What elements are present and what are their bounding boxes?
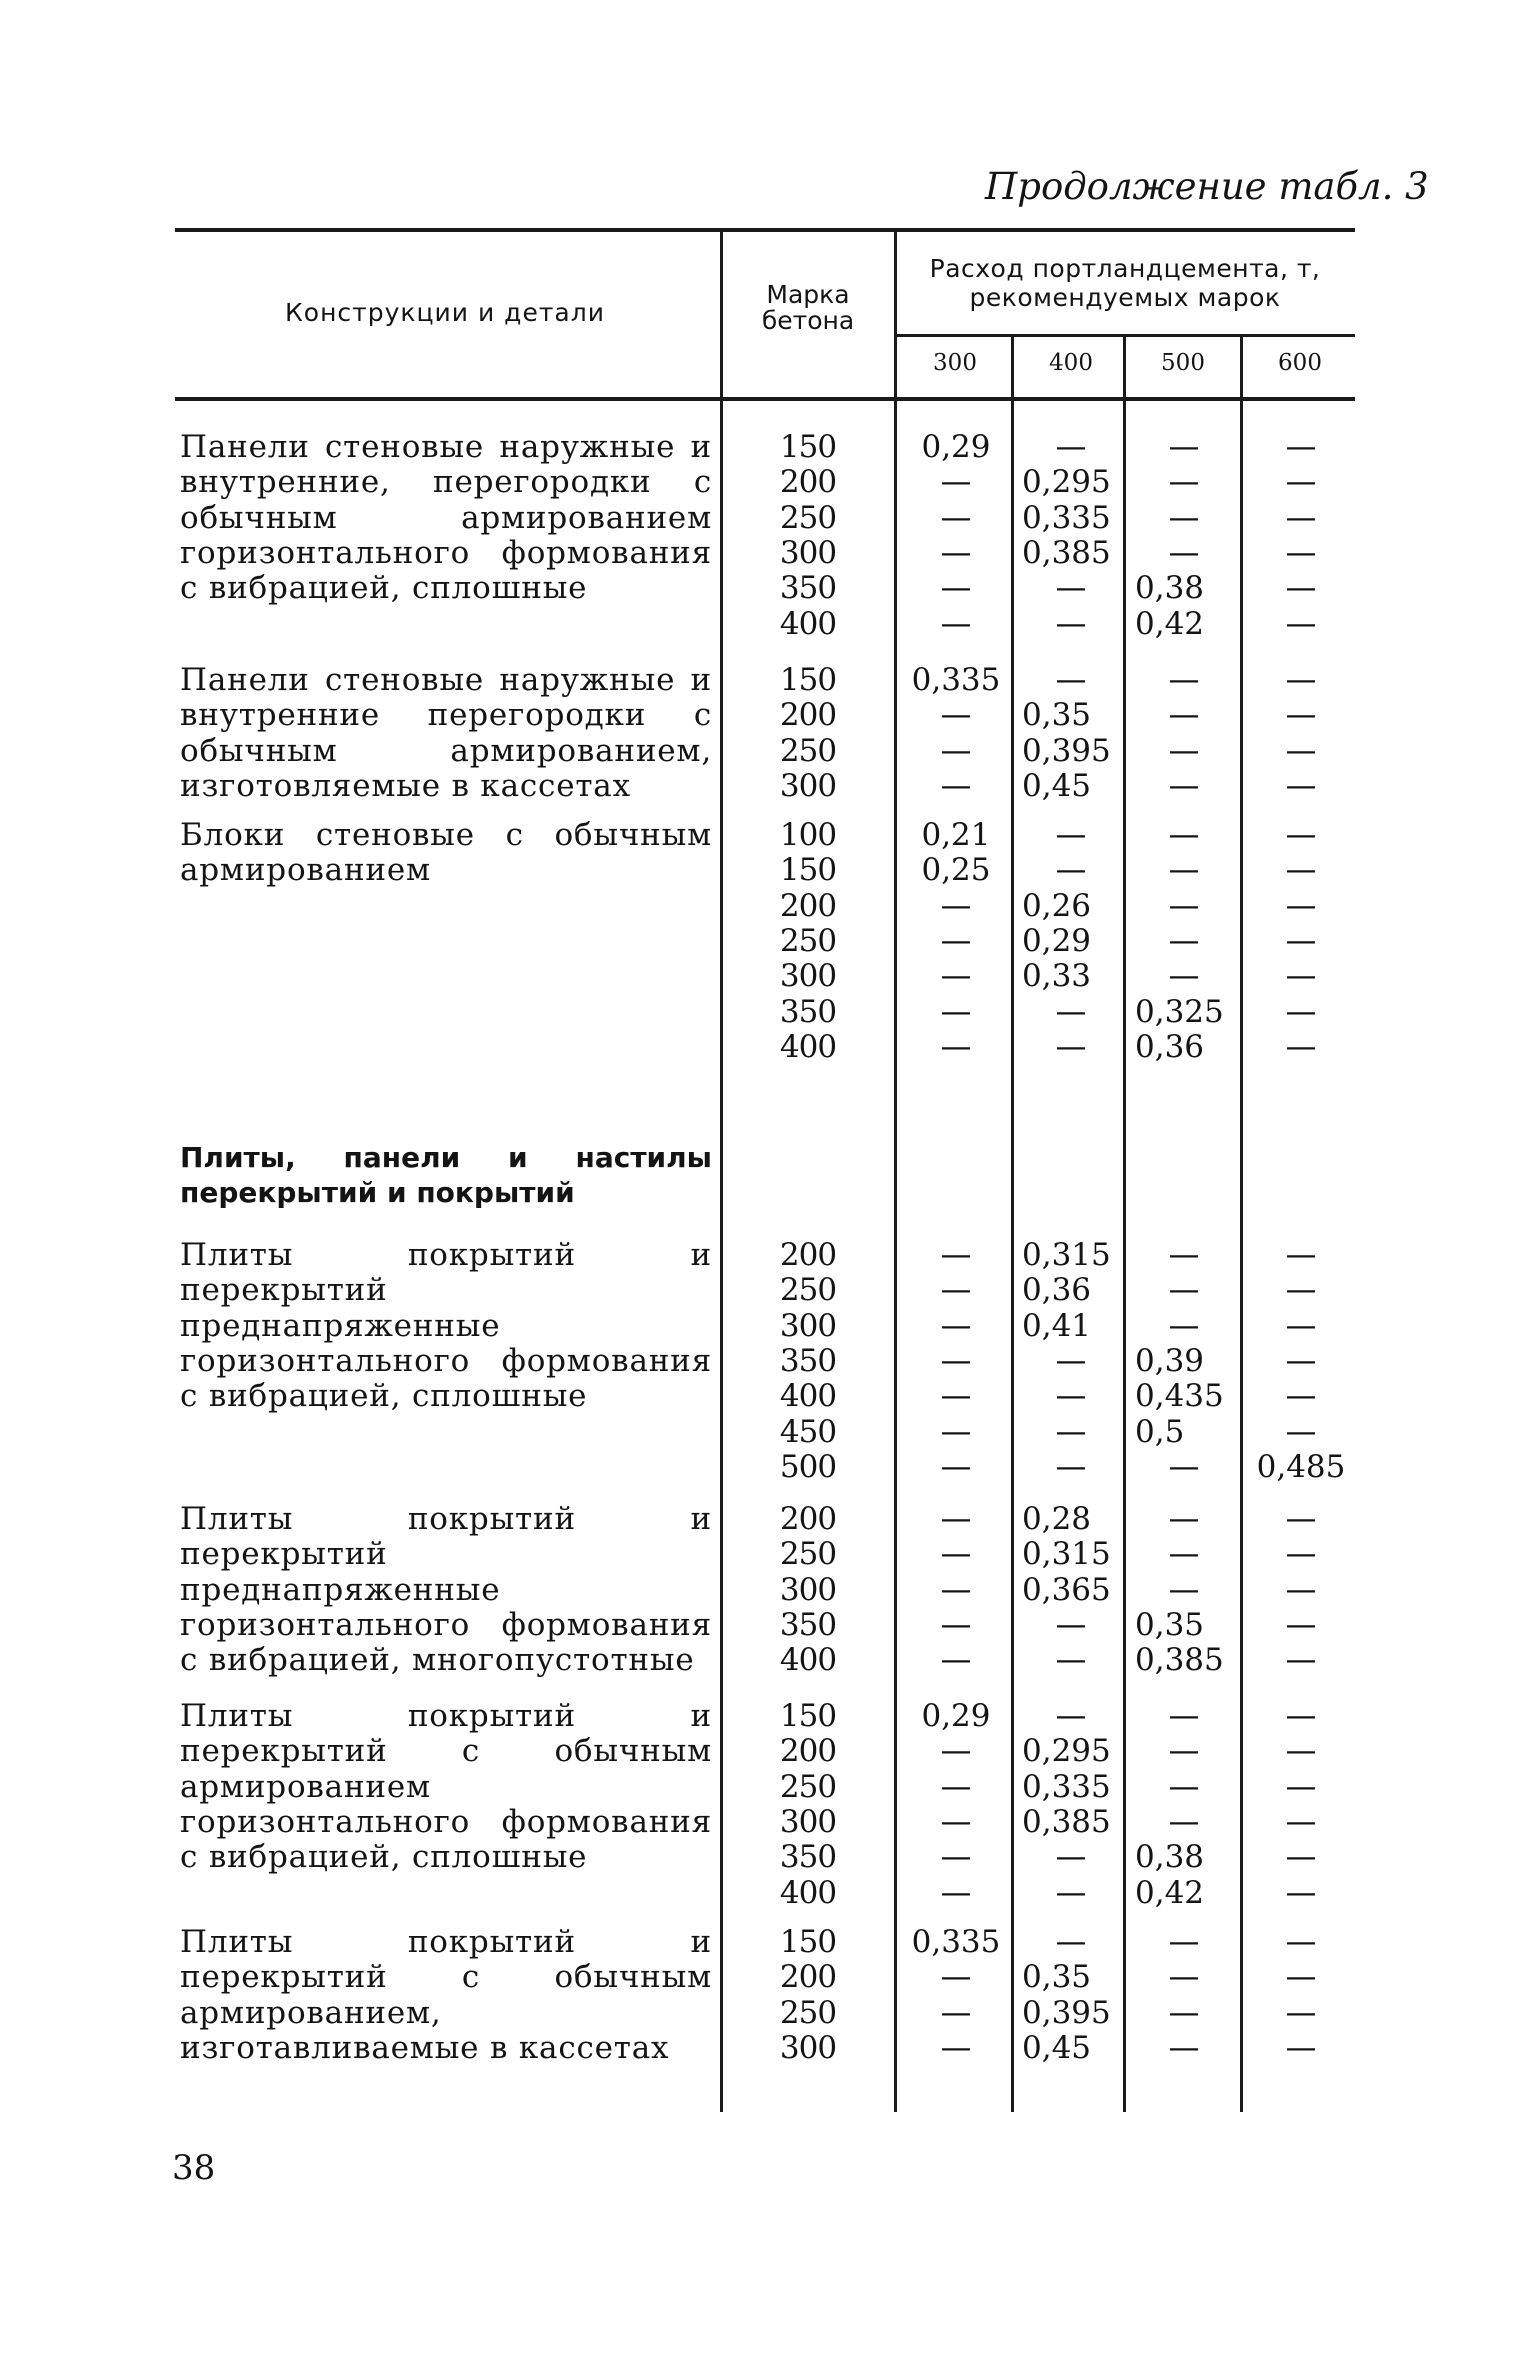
cement-400-cell: — [1055,1342,1087,1379]
concrete-grade-cell: 350 [779,1606,837,1643]
cement-300-cell: — [940,1606,972,1643]
cement-400-cell: — [1055,1413,1087,1450]
cement-500-cell: — [1168,2029,1200,2066]
cement-300-cell: — [940,732,972,769]
concrete-grade-cell: 250 [779,1768,837,1805]
cement-400-cell: 0,385 [1022,534,1111,571]
concrete-grade-cell: 400 [779,1378,837,1415]
cement-600-cell: — [1285,1413,1317,1450]
group-description: Панели стеновые наружные и внутренние перегородки с обычным армированием, изготовляемые в кассетах [180,662,712,804]
header-grade-300: 300 [933,350,977,376]
cement-300-cell: — [940,1501,972,1537]
cement-300-cell: — [940,1803,972,1840]
cement-500-cell: — [1168,958,1200,995]
cement-300-cell: — [940,922,972,959]
concrete-grade-cell: 500 [779,1448,837,1485]
cement-500-cell: 0,435 [1135,1378,1224,1415]
cement-400-cell: 0,29 [1022,922,1092,959]
cement-600-cell: — [1285,1839,1317,1876]
concrete-grade-cell: 200 [779,464,837,501]
cement-600-cell: — [1285,570,1317,607]
cement-400-cell: — [1055,429,1087,465]
cement-600-cell: — [1285,464,1317,501]
cement-600-cell: — [1285,1378,1317,1415]
cement-600-cell: — [1285,1733,1317,1770]
cement-600-cell: — [1285,429,1317,465]
cement-600-cell: — [1285,1959,1317,1996]
cement-400-cell: 0,45 [1022,767,1092,804]
cement-600-cell: — [1285,534,1317,571]
cement-300-cell: — [940,1839,972,1876]
cement-600-cell: — [1285,1571,1317,1608]
cement-400-cell: 0,335 [1022,499,1111,536]
concrete-grade-cell: 300 [779,1803,837,1840]
section-heading: Плиты, панели и настилы перекрытий и покрытий [180,1141,712,1210]
concrete-grade-cell: 350 [779,1342,837,1379]
cement-400-cell: — [1055,1028,1087,1065]
cement-400-cell: — [1055,1378,1087,1415]
group-description: Панели стеновые наружные и внутренние, перегородки с обычным армированием горизонтального формования с вибрацией, сплошные [180,429,712,607]
cement-600-cell: — [1285,1698,1317,1734]
cement-300-cell: — [940,1307,972,1344]
cement-300-cell: 0,25 [921,852,991,889]
cement-300-cell: — [940,1571,972,1608]
concrete-grade-cell: 200 [779,1237,837,1273]
concrete-grade-cell: 200 [779,697,837,734]
cement-400-cell: 0,315 [1022,1536,1111,1573]
header-concrete-grade: Марка бетона [761,280,855,335]
cement-300-cell: 0,29 [921,1698,991,1734]
cement-500-cell: — [1168,1924,1200,1960]
cement-400-cell: — [1055,1839,1087,1876]
cement-400-cell: 0,33 [1022,958,1092,995]
cement-600-cell: — [1285,1028,1317,1065]
cement-500-cell: — [1168,887,1200,924]
cement-300-cell: — [940,2029,972,2066]
header-cement-consumption: Расход портландцемента, т, рекомендуемых марок [929,254,1321,312]
cement-400-cell: — [1055,605,1087,642]
cement-600-cell: — [1285,1307,1317,1344]
concrete-grade-cell: 150 [779,662,837,698]
cement-400-cell: — [1055,1606,1087,1643]
cement-400-cell: 0,35 [1022,1959,1092,1996]
cement-400-cell: — [1055,817,1087,853]
cement-300-cell: — [940,534,972,571]
cement-300-cell: — [940,1413,972,1450]
cement-300-cell: — [940,767,972,804]
concrete-grade-cell: 150 [779,852,837,889]
concrete-grade-cell: 350 [779,993,837,1030]
cement-300-cell: — [940,1536,972,1573]
cement-300-cell: — [940,1768,972,1805]
table-caption: Продолжение табл. 3 [985,165,1429,208]
cement-300-cell: — [940,499,972,536]
concrete-grade-cell: 400 [779,1028,837,1065]
header-grade-500: 500 [1161,350,1205,376]
cement-600-cell: — [1285,1768,1317,1805]
cement-500-cell: — [1168,499,1200,536]
cement-500-cell: 0,5 [1135,1413,1185,1450]
concrete-grade-cell: 300 [779,534,837,571]
cement-500-cell: — [1168,534,1200,571]
cement-600-cell: — [1285,1874,1317,1911]
cement-400-cell: — [1055,1698,1087,1734]
cement-500-cell: — [1168,1698,1200,1734]
concrete-grade-cell: 250 [779,1272,837,1309]
cement-400-cell: 0,385 [1022,1803,1111,1840]
cement-500-cell: 0,42 [1135,1874,1205,1911]
concrete-grade-cell: 200 [779,1501,837,1537]
cement-300-cell: 0,335 [911,1924,1001,1960]
cement-400-cell: 0,45 [1022,2029,1092,2066]
cement-600-cell: — [1285,922,1317,959]
table-top-rule [175,228,1355,232]
cement-400-cell: 0,295 [1022,464,1111,501]
cement-400-cell: 0,28 [1022,1501,1092,1537]
header-grade-600: 600 [1278,350,1322,376]
concrete-grade-cell: 150 [779,1698,837,1734]
header-bottom-rule [175,397,1355,401]
cement-300-cell: — [940,1272,972,1309]
concrete-grade-cell: 250 [779,499,837,536]
cement-600-cell: — [1285,605,1317,642]
concrete-grade-cell: 300 [779,958,837,995]
page-number: 38 [172,2148,216,2188]
cement-600-cell: — [1285,1501,1317,1537]
cement-500-cell: — [1168,1768,1200,1805]
concrete-grade-cell: 300 [779,767,837,804]
cement-600-cell: — [1285,958,1317,995]
concrete-grade-cell: 300 [779,1571,837,1608]
cement-300-cell: — [940,1959,972,1996]
cement-400-cell: 0,365 [1022,1571,1111,1608]
concrete-grade-cell: 300 [779,2029,837,2066]
cement-500-cell: — [1168,429,1200,465]
cement-400-cell: — [1055,570,1087,607]
cement-500-cell: 0,38 [1135,570,1205,607]
cement-500-cell: 0,385 [1135,1642,1224,1679]
cement-400-cell: 0,41 [1022,1307,1092,1344]
cement-300-cell: — [940,958,972,995]
cement-300-cell: — [940,1342,972,1379]
cement-500-cell: — [1168,464,1200,501]
cement-500-cell: 0,39 [1135,1342,1205,1379]
cement-400-cell: 0,295 [1022,1733,1111,1770]
cement-500-cell: — [1168,1307,1200,1344]
cement-300-cell: — [940,1642,972,1679]
cement-300-cell: — [940,570,972,607]
cement-600-cell: — [1285,2029,1317,2066]
concrete-grade-cell: 200 [779,1733,837,1770]
column-rule-consumption [894,232,897,2112]
cement-400-cell: — [1055,1448,1087,1485]
cement-600-cell: — [1285,1994,1317,2031]
header-grade-400: 400 [1049,350,1093,376]
cement-600-cell: — [1285,1642,1317,1679]
cement-300-cell: — [940,464,972,501]
concrete-grade-cell: 300 [779,1307,837,1344]
concrete-grade-cell: 400 [779,1642,837,1679]
cement-400-cell: 0,26 [1022,887,1092,924]
cement-400-cell: — [1055,1642,1087,1679]
cement-600-cell: — [1285,993,1317,1030]
cement-300-cell: — [940,605,972,642]
group-description: Блоки стеновые с обычным армированием [180,817,712,889]
cement-500-cell: — [1168,817,1200,853]
group-description: Плиты покрытий и перекрытий с обычным армированием горизонтального формования с вибрацией, сплошные [180,1698,712,1876]
cement-300-cell: — [940,887,972,924]
cement-300-cell: 0,335 [911,662,1001,698]
cement-500-cell: 0,36 [1135,1028,1205,1065]
cement-300-cell: — [940,1378,972,1415]
cement-600-cell: — [1285,817,1317,853]
cement-400-cell: — [1055,1874,1087,1911]
cement-600-cell: — [1285,662,1317,698]
concrete-grade-cell: 250 [779,732,837,769]
cement-600-cell: — [1285,1803,1317,1840]
concrete-grade-cell: 200 [779,887,837,924]
cement-600-cell: — [1285,887,1317,924]
cement-400-cell: — [1055,852,1087,889]
cement-500-cell: 0,38 [1135,1839,1205,1876]
cement-400-cell: 0,35 [1022,697,1092,734]
cement-600-cell: — [1285,1924,1317,1960]
cement-500-cell: — [1168,1448,1200,1485]
cement-400-cell: — [1055,1924,1087,1960]
cement-600-cell: — [1285,499,1317,536]
cement-600-cell: — [1285,1272,1317,1309]
concrete-grade-cell: 400 [779,605,837,642]
cement-400-cell: 0,315 [1022,1237,1111,1273]
cement-300-cell: 0,21 [921,817,991,853]
cement-400-cell: — [1055,993,1087,1030]
cement-600-cell: — [1285,1237,1317,1273]
cement-500-cell: — [1168,1536,1200,1573]
cement-500-cell: — [1168,767,1200,804]
concrete-grade-cell: 250 [779,1994,837,2031]
cement-300-cell: — [940,697,972,734]
cement-500-cell: 0,35 [1135,1606,1205,1643]
group-description: Плиты покрытий и перекрытий преднапряженные горизонтального формования с вибрацией, многопустотные [180,1501,712,1679]
cement-500-cell: — [1168,732,1200,769]
concrete-grade-cell: 250 [779,922,837,959]
cement-400-cell: 0,335 [1022,1768,1111,1805]
cement-400-cell: 0,36 [1022,1272,1092,1309]
cement-600-cell: — [1285,852,1317,889]
cement-300-cell: — [940,993,972,1030]
cement-400-cell: — [1055,662,1087,698]
group-description: Плиты покрытий и перекрытий с обычным армированием, изготавливаемые в кассетах [180,1924,712,2066]
header-construction: Конструкции и детали [285,298,605,327]
cement-500-cell: — [1168,697,1200,734]
cement-400-cell: 0,395 [1022,1994,1111,2031]
cement-500-cell: — [1168,1959,1200,1996]
cement-500-cell: — [1168,1501,1200,1537]
cement-600-cell: — [1285,1606,1317,1643]
concrete-grade-cell: 450 [779,1413,837,1450]
concrete-grade-cell: 150 [779,429,837,465]
cement-500-cell: — [1168,662,1200,698]
concrete-grade-cell: 400 [779,1874,837,1911]
concrete-grade-cell: 350 [779,1839,837,1876]
cement-500-cell: — [1168,1803,1200,1840]
concrete-grade-cell: 100 [779,817,837,853]
cement-500-cell: — [1168,1733,1200,1770]
cement-300-cell: — [940,1733,972,1770]
concrete-grade-cell: 200 [779,1959,837,1996]
cement-600-cell: — [1285,1536,1317,1573]
cement-300-cell: — [940,1994,972,2031]
cement-500-cell: — [1168,852,1200,889]
cement-300-cell: — [940,1874,972,1911]
cement-300-cell: — [940,1028,972,1065]
cement-500-cell: — [1168,1994,1200,2031]
cement-500-cell: 0,42 [1135,605,1205,642]
cement-500-cell: — [1168,922,1200,959]
cement-600-cell: 0,485 [1256,1448,1346,1485]
concrete-grade-cell: 150 [779,1924,837,1960]
concrete-grade-cell: 250 [779,1536,837,1573]
concrete-grade-cell: 350 [779,570,837,607]
cement-600-cell: — [1285,697,1317,734]
group-description: Плиты покрытий и перекрытий преднапряженные горизонтального формования с вибрацией, сплошные [180,1237,712,1415]
cement-600-cell: — [1285,767,1317,804]
cement-500-cell: — [1168,1571,1200,1608]
cement-300-cell: — [940,1448,972,1485]
cement-500-cell: — [1168,1272,1200,1309]
cement-500-cell: — [1168,1237,1200,1273]
cement-300-cell: 0,29 [921,429,991,465]
cement-600-cell: — [1285,732,1317,769]
cement-300-cell: — [940,1237,972,1273]
cement-500-cell: 0,325 [1135,993,1224,1030]
cement-400-cell: 0,395 [1022,732,1111,769]
cement-600-cell: — [1285,1342,1317,1379]
